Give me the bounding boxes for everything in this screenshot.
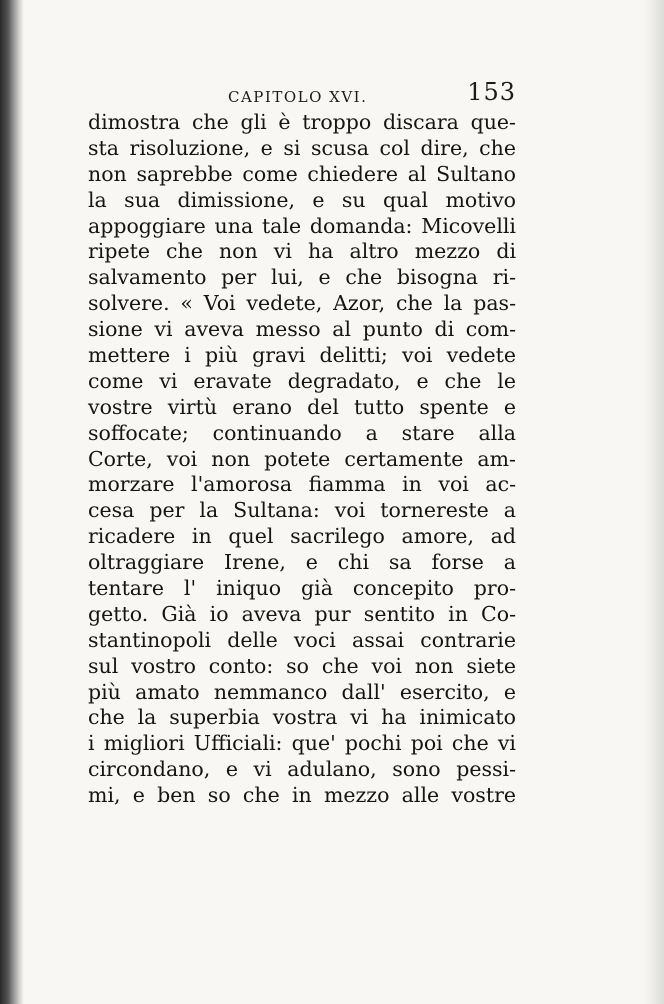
text-line: che la superbia vostra vi ha inimicato — [88, 705, 516, 730]
page-header — [88, 78, 516, 112]
text-line: soffocate; continuando a stare alla — [88, 420, 516, 445]
page-number: 153 — [467, 78, 516, 106]
text-line: salvamento per lui, e che bisogna ri- — [88, 265, 516, 290]
page-edge — [644, 0, 664, 1004]
text-line: appoggiare una tale domanda: Micovelli — [88, 213, 516, 238]
text-line: stantinopoli delle voci assai contrarie — [88, 627, 516, 652]
text-line: mettere i più gravi delitti; voi vedete — [88, 343, 516, 368]
text-line: getto. Già io aveva pur sentito in Co- — [88, 601, 516, 626]
text-line: morzare l'amorosa fiamma in voi ac- — [88, 472, 516, 497]
text-line: sione vi aveva messo al punto di com- — [88, 317, 516, 342]
text-line: tentare l' iniquo già concepito pro- — [88, 576, 516, 601]
text-line: più amato nemmanco dall' esercito, e — [88, 679, 516, 704]
body-text — [88, 110, 516, 809]
text-line: mi, e ben so che in mezzo alle vostre — [88, 783, 516, 808]
running-head: CAPITOLO XVI. — [228, 88, 368, 106]
text-line: Corte, voi non potete certamente am- — [88, 446, 516, 471]
text-line: i migliori Ufficiali: que' pochi poi che vi — [88, 731, 516, 756]
text-line: come vi eravate degradato, e che le — [88, 368, 516, 393]
text-line: dimostra che gli è troppo discara que- — [88, 110, 516, 134]
binding-shadow — [0, 0, 24, 1004]
text-line: cesa per la Sultana: voi tornereste a — [88, 498, 516, 523]
text-line: vostre virtù erano del tutto spente e — [88, 394, 516, 419]
text-line: oltraggiare Irene, e chi sa forse a — [88, 550, 516, 575]
text-line: sul vostro conto: so che voi non siete — [88, 653, 516, 678]
text-line: ricadere in quel sacrilego amore, ad — [88, 524, 516, 549]
text-line: solvere. « Voi vedete, Azor, che la pas- — [88, 291, 516, 316]
text-line: sta risoluzione, e si scusa col dire, che — [88, 135, 516, 160]
text-line: non saprebbe come chiedere al Sultano — [88, 161, 516, 186]
text-line: la sua dimissione, e su qual motivo — [88, 187, 516, 212]
text-line: ripete che non vi ha altro mezzo di — [88, 239, 516, 264]
text-line: circondano, e vi adulano, sono pessi- — [88, 757, 516, 782]
